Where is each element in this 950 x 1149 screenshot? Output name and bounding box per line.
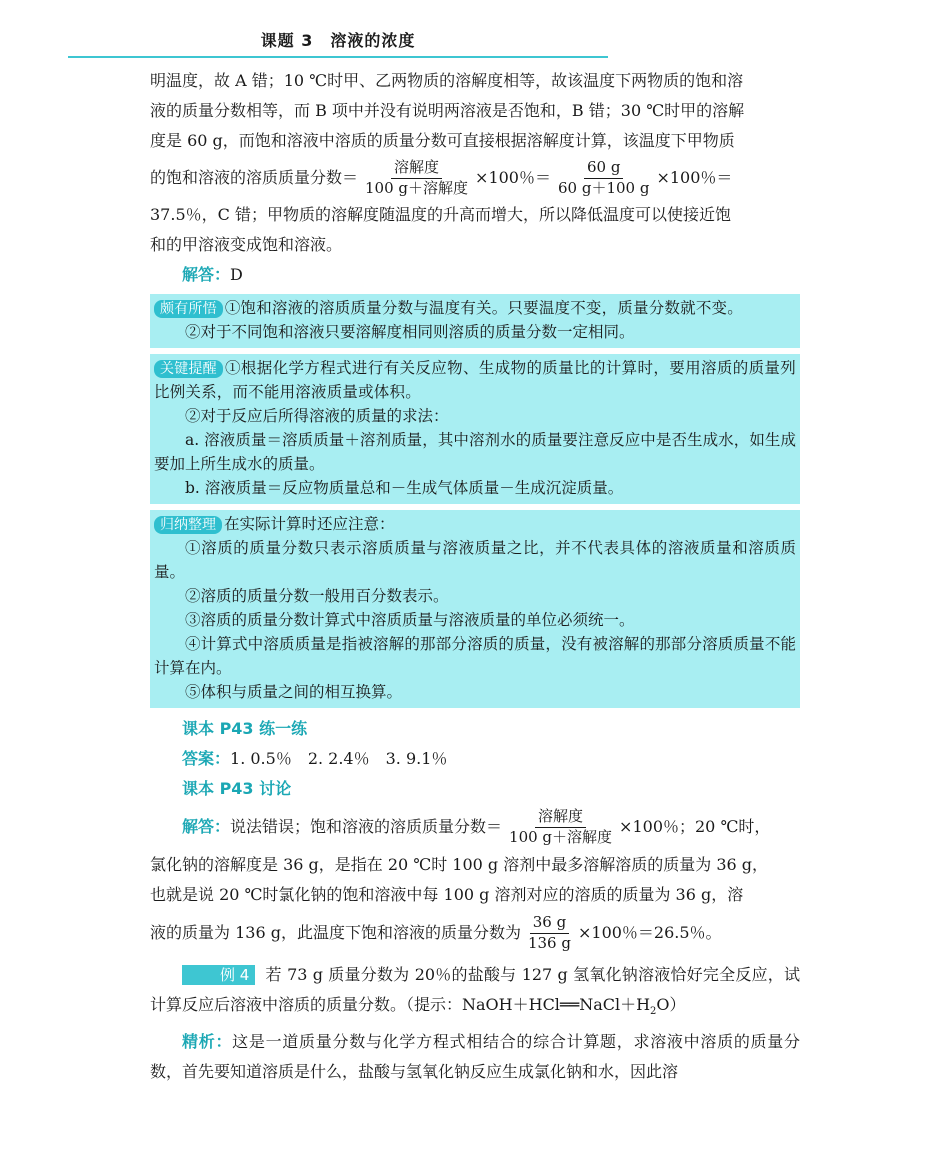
answer-value: D <box>230 265 243 284</box>
fraction-denominator: 100 g＋溶解度 <box>365 178 469 197</box>
explanation-line: 度是 60 g，而饱和溶液中溶质的质量分数可直接根据溶解度计算，该温度下甲物质 <box>150 131 735 150</box>
page-content <box>150 66 800 1087</box>
fraction-values <box>555 159 652 197</box>
note-paragraph: ①溶质的质量分数只表示溶质质量与溶液质量之比，并不代表具体的溶液质量和溶质质量。 <box>154 539 796 581</box>
formula-row <box>150 156 800 200</box>
discussion-formula-row: 解答： 说法错误；饱和溶液的溶质质量分数＝ $\frac{\text{溶解度}}{\text{100 g＋溶解度}}$ ×100％；20 ℃时， <box>150 804 800 850</box>
note-box-key-reminder <box>150 354 800 504</box>
note-paragraph: ⑤体积与质量之间的相互换算。 <box>185 683 403 701</box>
note-paragraph: a. 溶液质量＝溶质质量＋溶剂质量，其中溶剂水的质量要注意反应中是否生成水，如生成要加上所生成水的质量。 <box>154 431 796 473</box>
note-tag: 归纳整理 <box>154 516 222 534</box>
note-paragraph: ②溶质的质量分数一般用百分数表示。 <box>185 587 449 605</box>
answer-label: 解答： <box>182 265 231 284</box>
analysis-label: 精析： <box>182 1032 233 1052</box>
note-paragraph: ④计算式中溶质质量是指被溶解的那部分溶质的质量，没有被溶解的那部分溶质质量不能计算在内。 <box>154 635 796 677</box>
note-tag: 颇有所悟 <box>154 300 223 318</box>
fraction-numerator: 60 g <box>584 159 623 178</box>
discussion-line: 也就是说 20 ℃时氯化钠的饱和溶液中每 100 g 溶剂对应的溶质的质量为 36 g，溶 <box>150 885 744 904</box>
note-paragraph: ②对于反应后所得溶液的质量的求法： <box>185 407 449 425</box>
fraction-numerator: 36 g <box>530 914 569 933</box>
note-paragraph: ③溶质的质量分数计算式中溶质质量与溶液质量的单位必须统一。 <box>185 611 635 629</box>
practice-heading: 课本 P43 练一练 <box>182 719 308 738</box>
note-tag: 关键提醒 <box>154 360 223 378</box>
answer-value: 1. 0.5％ 2. 2.4％ 3. 9.1％ <box>230 749 448 768</box>
formula-mid: ×100％＝ <box>475 168 551 187</box>
explanation-line: 37.5％，C 错；甲物质的溶解度随温度的升高而增大，所以降低温度可以使接近饱 <box>150 205 731 224</box>
fraction-numerator: 溶解度 <box>535 808 586 827</box>
answer-1 <box>150 260 800 290</box>
explanation-line: 液的质量分数相等，而 B 项中并没有说明两溶液是否饱和，B 错；30 ℃时甲的溶解 <box>150 101 745 120</box>
header-title: 课题 3 溶液的浓度 <box>260 31 416 50</box>
example-4: 例 4 若 73 g 质量分数为 20％的盐酸与 127 g 氢氧化钠溶液恰好完全反应，试计算反应后溶液中溶质的质量分数。（提示：$NaOH+HCl══NaCl+H_2O$） <box>150 965 800 1018</box>
example-tag: 例 4 <box>182 965 255 985</box>
fraction-denominator: 136 g <box>527 933 571 952</box>
fraction-solubility <box>506 808 615 846</box>
fraction-solubility <box>362 159 471 197</box>
fraction-denominator: 60 g＋100 g <box>557 178 650 197</box>
explanation-line: 和的甲溶液变成饱和溶液。 <box>150 235 343 254</box>
note-paragraph: b. 溶液质量＝反应物质量总和－生成气体质量－生成沉淀质量。 <box>185 479 624 497</box>
formula-prefix: 的饱和溶液的溶质质量分数＝ <box>150 168 359 187</box>
note-paragraph: 颇有所悟 ①饱和溶液的溶质质量分数与温度有关。只要温度不变，质量分数就不变。 <box>154 296 796 320</box>
example-analysis: 精析：这是一道质量分数与化学方程式相结合的综合计算题，求溶液中溶质的质量分数，首先要知道溶质是什么，盐酸与氢氧化钠反应生成氯化钠和水，因此溶 <box>150 1032 800 1082</box>
answer-label: 解答： <box>182 817 231 836</box>
formula-suffix: ×100％＝ <box>656 168 733 187</box>
note-box-insight <box>150 294 800 348</box>
note-paragraph: 关键提醒 ①根据化学方程式进行有关反应物、生成物的质量比的计算时，要用溶质的质量列比例关系，而不能用溶液质量或体积。 <box>154 359 796 401</box>
page-header <box>68 28 608 58</box>
practice-answer <box>150 744 800 774</box>
note-paragraph: ②对于不同饱和溶液只要溶解度相同则溶质的质量分数一定相同。 <box>185 323 635 341</box>
discussion-heading: 课本 P43 讨论 <box>182 779 292 798</box>
discussion-final-row: 液的质量为 136 g，此温度下饱和溶液的质量分数为 $\frac{36 g}{136 g}$ ×100％＝26.5％。 <box>150 913 722 952</box>
answer-label: 答案： <box>182 749 231 768</box>
explanation-line: 明温度，故 A 错；10 ℃时甲、乙两物质的溶解度相等，故该温度下两物质的饱和溶 <box>150 71 744 90</box>
fraction-denominator: 100 g＋溶解度 <box>509 827 613 846</box>
note-box-summary <box>150 510 800 708</box>
discussion-line: 氯化钠的溶解度是 36 g，是指在 20 ℃时 100 g 溶剂中最多溶解溶质的质量为 36 g， <box>150 855 769 874</box>
fraction-numerator: 溶解度 <box>391 159 442 178</box>
note-paragraph: 归纳整理 在实际计算时还应注意： <box>154 512 796 536</box>
fraction-result <box>525 914 574 952</box>
